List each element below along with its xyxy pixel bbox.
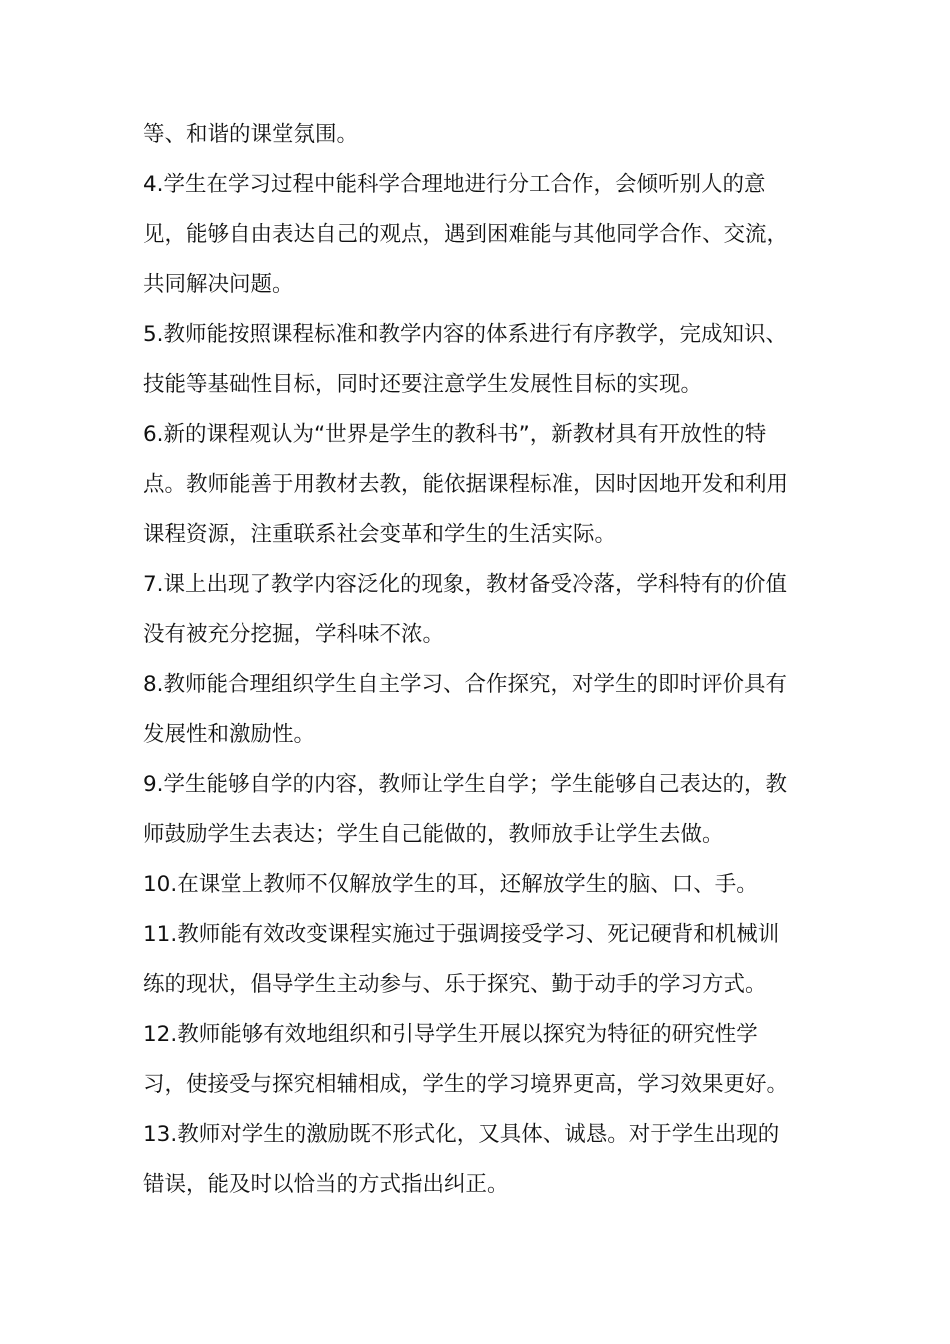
text-line: 等、和谐的课堂氛围。 [143, 122, 359, 147]
text-line: 课程资源，注重联系社会变革和学生的生活实际。 [143, 522, 617, 547]
text-line: 点。教师能善于用教材去教，能依据课程标准，因时因地开发和利用 [143, 472, 789, 497]
text-line: 8.教师能合理组织学生自主学习、合作探究，对学生的即时评价具有 [143, 672, 788, 697]
text-line: 6.新的课程观认为“世界是学生的教科书”，新教材具有开放性的特 [143, 422, 767, 447]
text-line: 9.学生能够自学的内容，教师让学生自学；学生能够自己表达的，教 [143, 772, 788, 797]
text-line: 11.教师能有效改变课程实施过于强调接受学习、死记硬背和机械训 [143, 922, 780, 947]
document-body [143, 110, 811, 1210]
text-line: 练的现状，倡导学生主动参与、乐于探究、勤于动手的学习方式。 [143, 972, 767, 997]
text-line: 4.学生在学习过程中能科学合理地进行分工合作，会倾听别人的意 [143, 172, 766, 197]
text-line: 见，能够自由表达自己的观点，遇到困难能与其他同学合作、交流， [143, 222, 789, 247]
text-line: 共同解决问题。 [143, 272, 294, 297]
text-line: 5.教师能按照课程标准和教学内容的体系进行有序教学，完成知识、 [143, 322, 788, 347]
text-line: 没有被充分挖掘，学科味不浓。 [143, 622, 445, 647]
text-line: 习，使接受与探究相辅相成，学生的学习境界更高，学习效果更好。 [143, 1072, 789, 1097]
text-line: 12.教师能够有效地组织和引导学生开展以探究为特征的研究性学 [143, 1022, 758, 1047]
text-line: 发展性和激励性。 [143, 722, 316, 747]
text-line: 7.课上出现了教学内容泛化的现象，教材备受冷落，学科特有的价值 [143, 572, 788, 597]
text-line: 13.教师对学生的激励既不形式化，又具体、诚恳。对于学生出现的 [143, 1122, 780, 1147]
text-line: 10.在课堂上教师不仅解放学生的耳，还解放学生的脑、口、手。 [143, 872, 758, 897]
text-line: 错误，能及时以恰当的方式指出纠正。 [143, 1172, 509, 1197]
text-line: 技能等基础性目标，同时还要注意学生发展性目标的实现。 [143, 372, 703, 397]
text-line: 师鼓励学生去表达；学生自己能做的，教师放手让学生去做。 [143, 822, 724, 847]
